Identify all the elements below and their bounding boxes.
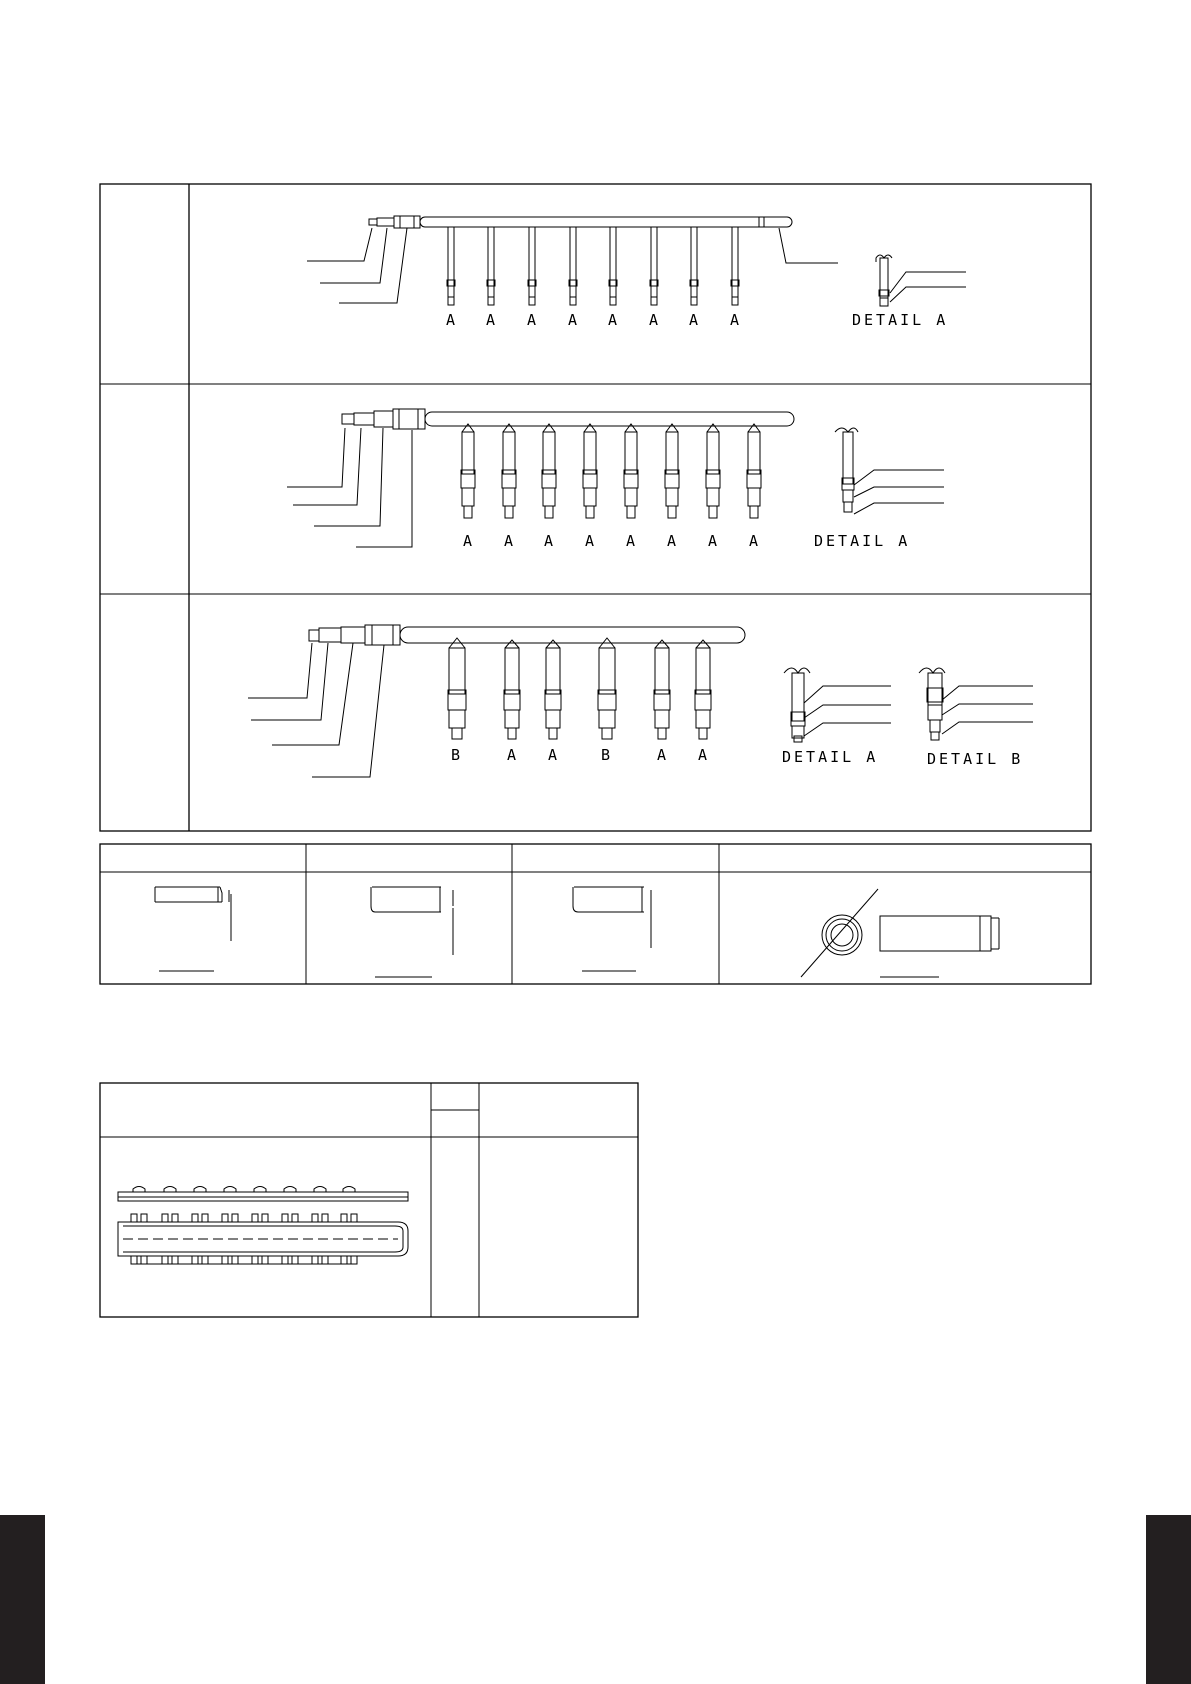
tube-end-square [155,887,231,971]
row3-detail-b [919,668,1033,740]
row1-detail-caption: DETAIL A [852,311,949,329]
row3-label-5: A [657,746,667,764]
row3-label-3: A [548,746,558,764]
row1-detail-a [876,255,966,306]
row1-label-7: A [689,311,699,329]
assembly-table [100,1083,638,1317]
row1-label-2: A [486,311,496,329]
row1-label-1: A [446,311,456,329]
row3-label-6: A [698,746,708,764]
row3-detail-a [784,668,891,742]
row1-distributor [307,216,966,306]
row2-detail-a [835,428,944,514]
row3-distributor [248,625,1033,777]
tube-end-table [100,844,1091,984]
row3-label-4: B [601,746,611,764]
row1-branches [447,227,739,305]
row3-label-2: A [507,746,517,764]
row3-branches [448,638,711,739]
row3-detail-caption-b: DETAIL B [927,750,1024,768]
hairpin-assembly [118,1214,408,1264]
row2-label-7: A [708,532,718,550]
tube-section-view [801,889,999,977]
row3-detail-caption-a: DETAIL A [782,748,879,766]
row2-label-8: A [749,532,759,550]
row2-label-5: A [626,532,636,550]
row2-distributor [287,409,944,547]
row1-label-4: A [568,311,578,329]
row1-label-8: A [730,311,740,329]
row1-label-6: A [649,311,659,329]
row1-label-3: A [527,311,537,329]
row1-label-5: A [608,311,618,329]
row2-label-6: A [667,532,677,550]
tube-end-round [371,887,453,977]
row2-label-3: A [544,532,554,550]
comb-strip [118,1187,408,1202]
tube-end-rounded [573,887,651,971]
row3-label-1: B [451,746,461,764]
row2-label-1: A [463,532,473,550]
row2-branches [461,424,761,518]
row2-label-4: A [585,532,595,550]
row2-label-2: A [504,532,514,550]
row2-detail-caption: DETAIL A [814,532,911,550]
